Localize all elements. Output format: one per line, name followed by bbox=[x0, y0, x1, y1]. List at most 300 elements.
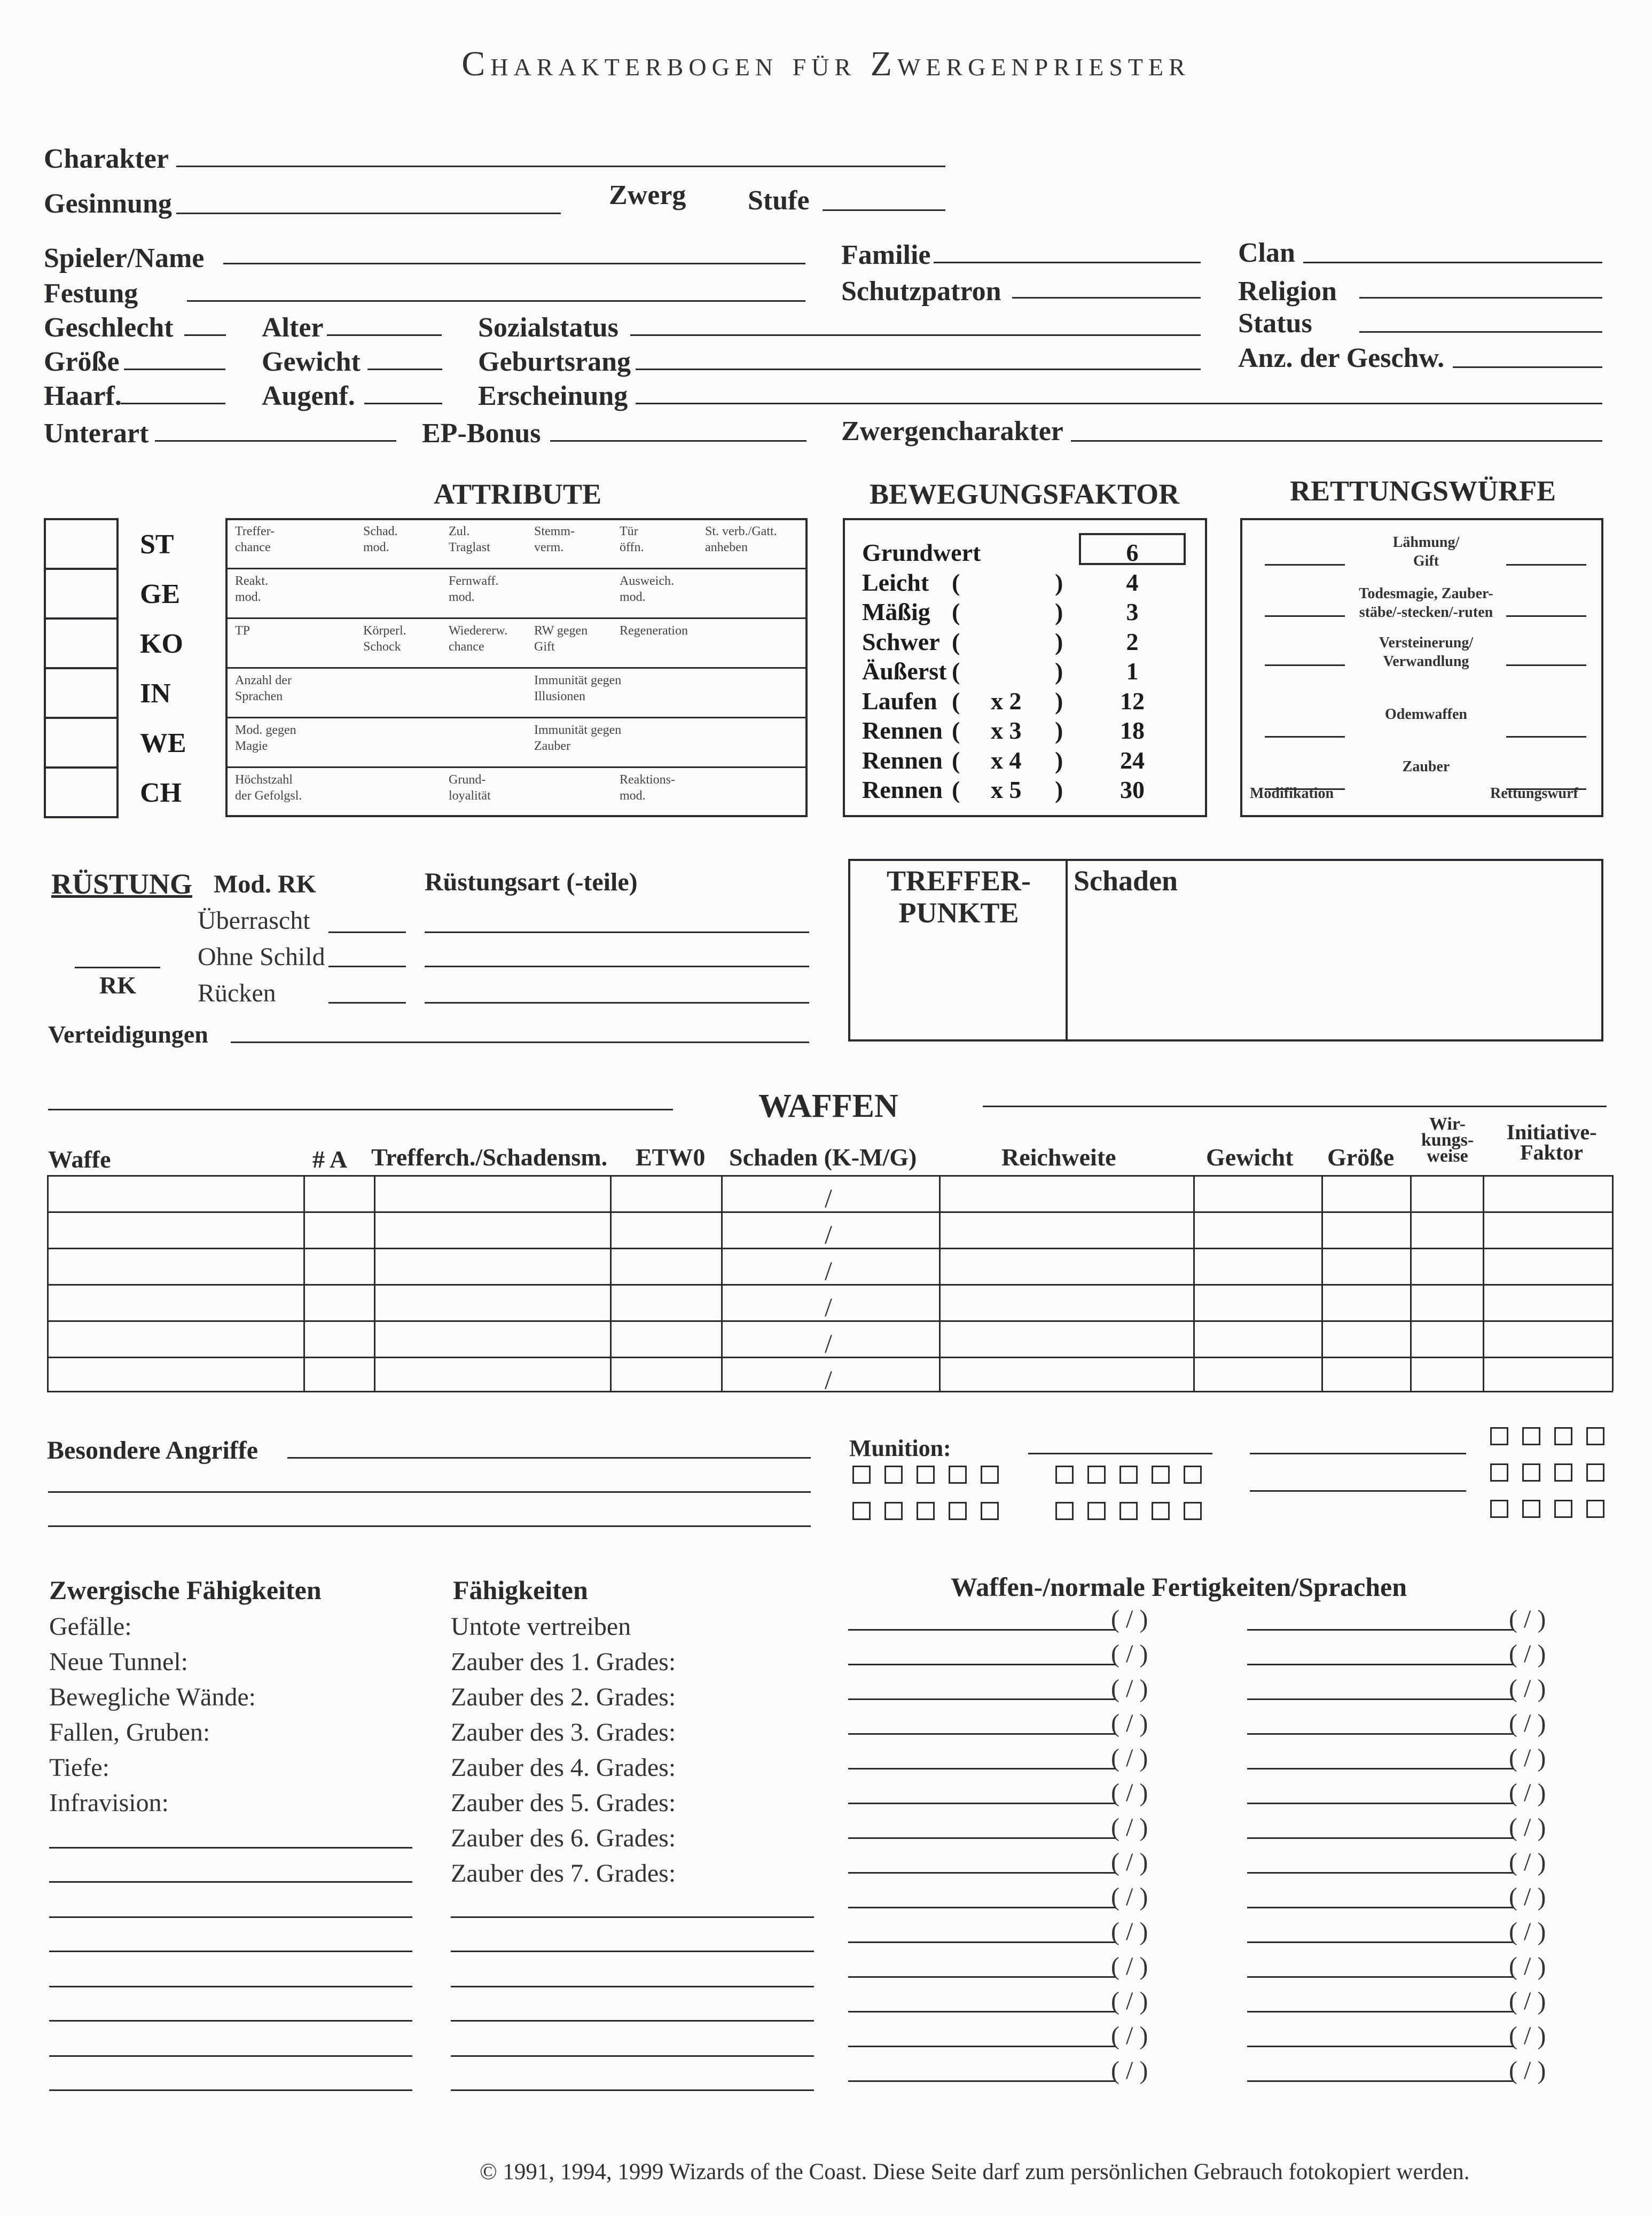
ruecken-label: Rücken bbox=[198, 979, 276, 1007]
zwergisch-item: Gefälle: bbox=[49, 1612, 132, 1641]
ammo-checkbox[interactable] bbox=[1119, 1502, 1138, 1520]
skill-field-left[interactable] bbox=[848, 1941, 1115, 1943]
ammo-checkbox[interactable] bbox=[852, 1466, 871, 1484]
attribute-modifier-cell: Wiedererw. chance bbox=[449, 624, 508, 654]
skill-slot-right: ( / ) bbox=[1509, 1640, 1546, 1668]
ammo-checkbox[interactable] bbox=[1184, 1466, 1202, 1484]
skill-field-left[interactable] bbox=[848, 2080, 1115, 2082]
skill-field-right[interactable] bbox=[1247, 1629, 1514, 1631]
zwergisch-extra-line[interactable] bbox=[49, 1881, 412, 1883]
saving-throw-value-field[interactable] bbox=[1506, 615, 1586, 617]
label-stufe: Stufe bbox=[748, 185, 810, 216]
label-spieler: Spieler/Name bbox=[44, 243, 205, 273]
trefferpunkte-label-2: PUNKTE bbox=[898, 897, 1019, 929]
ammo-checkbox[interactable] bbox=[917, 1502, 935, 1520]
skill-field-left[interactable] bbox=[848, 1803, 1115, 1804]
ruestungsart-label: Rüstungsart (-teile) bbox=[425, 868, 638, 896]
label-festung: Festung bbox=[44, 278, 138, 309]
attribute-modifier-cell: Anzahl der Sprachen bbox=[235, 674, 292, 703]
skill-slot-left: ( / ) bbox=[1111, 1848, 1148, 1876]
ruestungsart-field-1[interactable] bbox=[425, 931, 809, 933]
mod-rk-label: Mod. RK bbox=[214, 870, 316, 898]
col-initiative-2: Faktor bbox=[1520, 1140, 1583, 1164]
skill-slot-left: ( / ) bbox=[1111, 1952, 1148, 1980]
col-waffe: Waffe bbox=[48, 1146, 111, 1173]
label-zwerg: Zwerg bbox=[609, 180, 686, 210]
bewegung-heading: BEWEGUNGSFAKTOR bbox=[870, 478, 1180, 510]
ammo-checkbox[interactable] bbox=[981, 1502, 999, 1520]
skill-field-right[interactable] bbox=[1247, 1698, 1514, 1700]
move-paren-close: ) bbox=[1055, 628, 1063, 655]
waffen-heading: WAFFEN bbox=[758, 1088, 898, 1124]
attribute-modifier-cell: TP bbox=[235, 624, 250, 638]
move-label: Leicht bbox=[862, 568, 929, 596]
field-erscheinung[interactable] bbox=[636, 403, 1602, 404]
zwergisch-extra-line[interactable] bbox=[49, 1986, 412, 1987]
move-paren-open: ( bbox=[952, 746, 960, 774]
ammo-checkbox[interactable] bbox=[1055, 1466, 1074, 1484]
ueberrascht-label: Überrascht bbox=[198, 906, 310, 935]
field-augenfarbe[interactable] bbox=[364, 403, 442, 404]
skill-slot-right: ( / ) bbox=[1509, 1952, 1546, 1980]
attribute-row-divider bbox=[228, 568, 805, 569]
skill-field-right[interactable] bbox=[1247, 1907, 1514, 1908]
field-status[interactable] bbox=[1359, 331, 1602, 333]
skill-field-right[interactable] bbox=[1247, 1941, 1514, 1943]
skill-slot-left: ( / ) bbox=[1111, 1709, 1148, 1737]
skill-slot-left: ( / ) bbox=[1111, 2056, 1148, 2085]
faehigkeit-item: Zauber des 1. Grades: bbox=[451, 1648, 676, 1676]
field-gewicht[interactable] bbox=[367, 369, 442, 370]
col-anzahl-angriffe: # A bbox=[312, 1146, 348, 1173]
field-zwergencharakter[interactable] bbox=[1071, 440, 1602, 442]
ruestung-heading: RÜSTUNG bbox=[51, 868, 193, 900]
skill-slot-left: ( / ) bbox=[1111, 1640, 1148, 1668]
zwergisch-extra-line[interactable] bbox=[49, 1847, 412, 1849]
move-label: Rennen bbox=[862, 776, 943, 803]
ammo-checkbox[interactable] bbox=[1586, 1463, 1604, 1482]
move-value: 12 bbox=[1120, 687, 1145, 715]
skill-field-right[interactable] bbox=[1247, 2011, 1514, 2013]
skill-field-left[interactable] bbox=[848, 1976, 1115, 1978]
stat-score-box-ko[interactable] bbox=[44, 617, 119, 669]
skill-slot-left: ( / ) bbox=[1111, 1883, 1148, 1911]
ruestungsart-field-3[interactable] bbox=[425, 1002, 809, 1004]
faehigkeit-item: Untote vertreiben bbox=[451, 1612, 631, 1641]
stat-score-box-st[interactable] bbox=[44, 518, 119, 570]
ammo-checkbox[interactable] bbox=[884, 1466, 903, 1484]
saving-throw-mod-field[interactable] bbox=[1265, 564, 1345, 566]
skill-slot-right: ( / ) bbox=[1509, 1779, 1546, 1807]
attribute-heading: ATTRIBUTE bbox=[434, 478, 602, 510]
zwergisch-extra-line[interactable] bbox=[49, 2055, 412, 2057]
damage-slash: / bbox=[825, 1183, 832, 1213]
skill-slot-right: ( / ) bbox=[1509, 2056, 1546, 2085]
move-paren-open: ( bbox=[952, 776, 960, 803]
besondere-angriffe-field-2[interactable] bbox=[48, 1491, 811, 1493]
field-ep-bonus[interactable] bbox=[550, 440, 807, 442]
ammo-checkbox[interactable] bbox=[1490, 1500, 1508, 1518]
label-religion: Religion bbox=[1238, 276, 1337, 307]
ammo-checkbox[interactable] bbox=[1087, 1466, 1106, 1484]
move-paren-open: ( bbox=[952, 717, 960, 744]
ammo-checkbox[interactable] bbox=[1087, 1502, 1106, 1520]
skill-slot-right: ( / ) bbox=[1509, 1813, 1546, 1842]
saving-throw-value-field[interactable] bbox=[1506, 736, 1586, 738]
waffen-rule-left bbox=[48, 1109, 673, 1110]
field-sozialstatus[interactable] bbox=[630, 334, 1201, 336]
label-augenfarbe: Augenf. bbox=[262, 381, 355, 411]
field-familie[interactable] bbox=[934, 262, 1201, 263]
move-paren-open: ( bbox=[952, 628, 960, 655]
stat-label-ge: GE bbox=[140, 579, 181, 609]
rettung-modifikation-label: Modifikation bbox=[1250, 785, 1334, 802]
stat-label-ch: CH bbox=[140, 778, 182, 808]
ammo-checkbox[interactable] bbox=[1554, 1427, 1572, 1445]
skill-slot-left: ( / ) bbox=[1111, 1813, 1148, 1842]
zwergisch-item: Fallen, Gruben: bbox=[49, 1718, 210, 1747]
waffen-rule-right bbox=[983, 1106, 1607, 1107]
skill-field-left[interactable] bbox=[848, 1664, 1115, 1665]
field-charakter[interactable] bbox=[176, 166, 945, 167]
move-value: 1 bbox=[1126, 657, 1139, 685]
skill-field-right[interactable] bbox=[1247, 1768, 1514, 1769]
ohne-schild-field[interactable] bbox=[328, 966, 406, 967]
saving-throw-label: Lähmung/ Gift bbox=[1392, 534, 1460, 569]
ammo-checkbox[interactable] bbox=[949, 1466, 967, 1484]
label-groesse: Größe bbox=[44, 347, 120, 377]
faehigkeit-extra-line[interactable] bbox=[451, 2020, 814, 2022]
saving-throw-mod-field[interactable] bbox=[1265, 615, 1345, 617]
col-gewicht: Gewicht bbox=[1206, 1144, 1294, 1171]
damage-slash: / bbox=[825, 1292, 832, 1322]
skill-slot-left: ( / ) bbox=[1111, 1744, 1148, 1772]
besondere-angriffe-label: Besondere Angriffe bbox=[47, 1436, 259, 1465]
saving-throw-value-field[interactable] bbox=[1506, 564, 1586, 566]
label-unterart: Unterart bbox=[44, 418, 149, 449]
attribute-row-divider bbox=[228, 766, 805, 768]
ammo-checkbox[interactable] bbox=[949, 1502, 967, 1520]
ruecken-field[interactable] bbox=[328, 1002, 406, 1004]
skill-field-left[interactable] bbox=[848, 1837, 1115, 1839]
attribute-modifier-cell: Reaktions- mod. bbox=[620, 773, 675, 803]
skill-field-left[interactable] bbox=[848, 2011, 1115, 2013]
label-zwergencharakter: Zwergencharakter bbox=[841, 416, 1063, 447]
field-stufe[interactable] bbox=[823, 209, 945, 211]
skill-field-left[interactable] bbox=[848, 1733, 1115, 1735]
attribute-modifier-cell: Zul. Traglast bbox=[449, 524, 490, 554]
ammo-checkbox[interactable] bbox=[917, 1466, 935, 1484]
attribute-modifier-cell: Immunität gegen Zauber bbox=[534, 723, 622, 753]
damage-slash: / bbox=[825, 1365, 832, 1395]
label-geburtsrang: Geburtsrang bbox=[478, 347, 631, 377]
trefferpunkte-divider bbox=[1066, 859, 1068, 1042]
skill-field-left[interactable] bbox=[848, 1768, 1115, 1769]
field-schutzpatron[interactable] bbox=[1012, 297, 1201, 299]
field-festung[interactable] bbox=[187, 300, 805, 302]
ammo-checkbox[interactable] bbox=[981, 1466, 999, 1484]
zwergisch-extra-line[interactable] bbox=[49, 2020, 412, 2022]
faehigkeit-extra-line[interactable] bbox=[451, 2089, 814, 2091]
besondere-angriffe-field-1[interactable] bbox=[287, 1457, 811, 1459]
attribute-modifier-cell: Schad. mod. bbox=[363, 524, 398, 554]
ammo-checkbox[interactable] bbox=[1522, 1463, 1540, 1482]
rk-label: RK bbox=[99, 972, 136, 999]
attribute-modifier-cell: Immunität gegen Illusionen bbox=[534, 674, 622, 703]
stat-label-st: ST bbox=[140, 529, 174, 560]
label-status: Status bbox=[1238, 308, 1312, 339]
stat-score-box-we[interactable] bbox=[44, 717, 119, 769]
saving-throw-mod-field[interactable] bbox=[1265, 664, 1345, 666]
saving-throw-label: Odemwaffen bbox=[1385, 706, 1467, 723]
move-value: 2 bbox=[1126, 628, 1139, 655]
skill-field-right[interactable] bbox=[1247, 1664, 1514, 1665]
schaden-label: Schaden bbox=[1074, 865, 1178, 897]
weapon-column-line bbox=[1612, 1175, 1614, 1391]
move-paren-close: ) bbox=[1055, 746, 1063, 774]
label-gewicht: Gewicht bbox=[262, 347, 361, 377]
skill-slot-right: ( / ) bbox=[1509, 1848, 1546, 1876]
label-geschlecht: Geschlecht bbox=[44, 312, 174, 343]
faehigkeit-item: Zauber des 4. Grades: bbox=[451, 1753, 676, 1782]
faehigkeiten-heading: Fähigkeiten bbox=[453, 1575, 588, 1605]
col-wirkungsweise-3: weise bbox=[1427, 1146, 1468, 1166]
ruestungsart-field-2[interactable] bbox=[425, 966, 809, 967]
move-label: Schwer bbox=[862, 628, 940, 655]
field-spieler[interactable] bbox=[223, 263, 805, 264]
move-label: Rennen bbox=[862, 746, 943, 774]
stat-label-we: WE bbox=[140, 728, 186, 758]
col-trefferchance: Trefferch./Schadensm. bbox=[371, 1144, 608, 1171]
stat-label-ko: KO bbox=[140, 629, 183, 659]
saving-throw-label: Todesmagie, Zauber- stäbe/-stecken/-ruten bbox=[1359, 585, 1493, 621]
zwergisch-item: Neue Tunnel: bbox=[49, 1648, 189, 1676]
zwergisch-item: Infravision: bbox=[49, 1789, 169, 1817]
attribute-row-divider bbox=[228, 617, 805, 619]
saving-throw-label: Versteinerung/ Verwandlung bbox=[1379, 635, 1474, 670]
skill-field-right[interactable] bbox=[1247, 1976, 1514, 1978]
move-value: 3 bbox=[1126, 598, 1139, 625]
move-label: Mäßig bbox=[862, 598, 930, 625]
saving-throw-mod-field[interactable] bbox=[1265, 736, 1345, 738]
attribute-modifier-cell: RW gegen Gift bbox=[534, 624, 588, 654]
attribute-row-divider bbox=[228, 667, 805, 669]
zwergisch-heading: Zwergische Fähigkeiten bbox=[49, 1575, 322, 1605]
label-gesinnung: Gesinnung bbox=[44, 189, 172, 219]
ueberrascht-field[interactable] bbox=[328, 931, 406, 933]
field-anz-geschw[interactable] bbox=[1453, 366, 1602, 368]
munition-field-3[interactable] bbox=[1250, 1490, 1466, 1492]
field-clan[interactable] bbox=[1303, 262, 1602, 263]
zwergisch-extra-line[interactable] bbox=[49, 1916, 412, 1918]
col-initiative-1: Initiative- bbox=[1506, 1120, 1597, 1144]
skill-field-left[interactable] bbox=[848, 1872, 1115, 1874]
faehigkeit-item: Zauber des 2. Grades: bbox=[451, 1683, 676, 1711]
ammo-checkbox[interactable] bbox=[1554, 1500, 1572, 1518]
attribute-modifier-cell: Regeneration bbox=[620, 624, 688, 638]
field-religion[interactable] bbox=[1359, 297, 1602, 299]
ammo-checkbox[interactable] bbox=[1490, 1427, 1508, 1445]
attribute-modifier-cell: Mod. gegen Magie bbox=[235, 723, 296, 753]
field-unterart[interactable] bbox=[155, 440, 396, 442]
col-schaden: Schaden (K-M/G) bbox=[729, 1144, 917, 1171]
stat-score-box-in[interactable] bbox=[44, 667, 119, 719]
skill-slot-left: ( / ) bbox=[1111, 1779, 1148, 1807]
faehigkeit-item: Zauber des 5. Grades: bbox=[451, 1789, 676, 1817]
ammo-checkbox[interactable] bbox=[1586, 1427, 1604, 1445]
saving-throw-label: Zauber bbox=[1402, 758, 1450, 775]
field-groesse[interactable] bbox=[124, 369, 225, 370]
ammo-checkbox[interactable] bbox=[1490, 1463, 1508, 1482]
skill-slot-right: ( / ) bbox=[1509, 1883, 1546, 1911]
skill-slot-left: ( / ) bbox=[1111, 1987, 1148, 2015]
skill-field-left[interactable] bbox=[848, 2046, 1115, 2047]
attribute-modifier-cell: Körperl. Schock bbox=[363, 624, 406, 654]
move-paren-close: ) bbox=[1055, 776, 1063, 803]
move-multiplier: x 5 bbox=[991, 776, 1022, 803]
label-clan: Clan bbox=[1238, 238, 1295, 268]
skill-slot-left: ( / ) bbox=[1111, 1674, 1148, 1703]
faehigkeit-extra-line[interactable] bbox=[451, 1951, 814, 1952]
skill-field-left[interactable] bbox=[848, 1698, 1115, 1700]
weapon-column-line bbox=[47, 1175, 49, 1391]
damage-slash: / bbox=[825, 1219, 832, 1249]
ammo-checkbox[interactable] bbox=[1522, 1427, 1540, 1445]
label-alter: Alter bbox=[262, 312, 324, 343]
attribute-modifier-cell: Fernwaff. mod. bbox=[449, 574, 499, 604]
skill-field-left[interactable] bbox=[848, 1907, 1115, 1908]
label-anz-geschw: Anz. der Geschw. bbox=[1238, 343, 1445, 373]
move-paren-open: ( bbox=[952, 657, 960, 685]
col-wirkungsweise-1: Wir- bbox=[1429, 1114, 1466, 1134]
faehigkeit-extra-line[interactable] bbox=[451, 1986, 814, 1987]
attribute-modifier-cell: Höchstzahl der Gefolgsl. bbox=[235, 773, 302, 803]
skill-field-right[interactable] bbox=[1247, 2080, 1514, 2082]
skill-slot-left: ( / ) bbox=[1111, 2022, 1148, 2050]
ammo-checkbox[interactable] bbox=[1152, 1502, 1170, 1520]
faehigkeit-extra-line[interactable] bbox=[451, 2055, 814, 2057]
skill-slot-left: ( / ) bbox=[1111, 1605, 1148, 1633]
skill-field-right[interactable] bbox=[1247, 1733, 1514, 1735]
attribute-modifier-cell: Grund- loyalität bbox=[449, 773, 491, 803]
col-wirkungsweise-2: kungs- bbox=[1421, 1130, 1474, 1150]
move-paren-close: ) bbox=[1055, 598, 1063, 625]
move-paren-close: ) bbox=[1055, 657, 1063, 685]
stat-score-box-ch[interactable] bbox=[44, 766, 119, 818]
rettung-heading: RETTUNGSWÜRFE bbox=[1290, 475, 1556, 507]
verteidigungen-field[interactable] bbox=[231, 1042, 809, 1043]
move-value: 6 bbox=[1126, 539, 1139, 566]
ammo-checkbox[interactable] bbox=[1586, 1500, 1604, 1518]
ammo-checkbox[interactable] bbox=[1184, 1502, 1202, 1520]
skill-field-right[interactable] bbox=[1247, 1872, 1514, 1874]
label-ep-bonus: EP-Bonus bbox=[422, 418, 541, 449]
move-paren-open: ( bbox=[952, 568, 960, 596]
stat-score-box-ge[interactable] bbox=[44, 568, 119, 620]
damage-slash: / bbox=[825, 1328, 832, 1358]
attribute-modifier-cell: Ausweich. mod. bbox=[620, 574, 674, 604]
field-haarfarbe[interactable] bbox=[121, 403, 225, 404]
label-charakter: Charakter bbox=[44, 144, 169, 174]
ammo-checkbox[interactable] bbox=[1554, 1463, 1572, 1482]
skill-field-right[interactable] bbox=[1247, 2046, 1514, 2047]
col-reichweite: Reichweite bbox=[1001, 1144, 1116, 1171]
skill-field-right[interactable] bbox=[1247, 1803, 1514, 1804]
saving-throw-value-field[interactable] bbox=[1506, 664, 1586, 666]
attribute-modifier-cell: St. verb./Gatt. anheben bbox=[705, 524, 777, 554]
move-value: 4 bbox=[1126, 568, 1139, 596]
verteidigungen-label: Verteidigungen bbox=[48, 1021, 208, 1048]
skill-slot-right: ( / ) bbox=[1509, 1709, 1546, 1737]
field-geburtsrang[interactable] bbox=[636, 369, 1201, 370]
damage-slash: / bbox=[825, 1256, 832, 1286]
field-geschlecht[interactable] bbox=[184, 334, 226, 336]
field-gesinnung[interactable] bbox=[176, 213, 561, 214]
besondere-angriffe-field-3[interactable] bbox=[48, 1525, 811, 1527]
skill-field-right[interactable] bbox=[1247, 1837, 1514, 1839]
move-multiplier: x 4 bbox=[991, 746, 1022, 774]
weapon-row-line bbox=[47, 1175, 1613, 1177]
field-alter[interactable] bbox=[327, 334, 442, 336]
move-multiplier: x 3 bbox=[991, 717, 1022, 744]
ammo-checkbox[interactable] bbox=[884, 1502, 903, 1520]
attribute-row-divider bbox=[228, 717, 805, 718]
skill-slot-right: ( / ) bbox=[1509, 1917, 1546, 1946]
move-paren-open: ( bbox=[952, 687, 960, 715]
faehigkeit-extra-line[interactable] bbox=[451, 1916, 814, 1918]
zwergisch-extra-line[interactable] bbox=[49, 1951, 412, 1952]
move-paren-open: ( bbox=[952, 598, 960, 625]
trefferpunkte-label-1: TREFFER- bbox=[887, 865, 1031, 897]
ammo-checkbox[interactable] bbox=[1522, 1500, 1540, 1518]
skill-slot-right: ( / ) bbox=[1509, 1987, 1546, 2015]
munition-field-1[interactable] bbox=[1028, 1453, 1212, 1454]
label-erscheinung: Erscheinung bbox=[478, 381, 628, 411]
munition-field-2[interactable] bbox=[1250, 1453, 1466, 1454]
zwergisch-item: Tiefe: bbox=[49, 1753, 109, 1782]
move-multiplier: x 2 bbox=[991, 687, 1022, 715]
ammo-checkbox[interactable] bbox=[1152, 1466, 1170, 1484]
rettung-rettungswurf-label: Rettungswurf bbox=[1490, 785, 1578, 802]
move-label: Rennen bbox=[862, 717, 943, 744]
ammo-checkbox[interactable] bbox=[1055, 1502, 1074, 1520]
faehigkeit-item: Zauber des 3. Grades: bbox=[451, 1718, 676, 1747]
attribute-modifier-cell: Tür öffn. bbox=[620, 524, 644, 554]
sheet-title: Charakterbogen für Zwergenpriester bbox=[461, 44, 1191, 83]
ohne-schild-label: Ohne Schild bbox=[198, 943, 325, 971]
schaden-field[interactable] bbox=[1074, 903, 1597, 1036]
ammo-checkbox[interactable] bbox=[852, 1502, 871, 1520]
ammo-checkbox[interactable] bbox=[1119, 1466, 1138, 1484]
skill-slot-right: ( / ) bbox=[1509, 1605, 1546, 1633]
stat-label-in: IN bbox=[140, 678, 171, 709]
copyright-notice: © 1991, 1994, 1999 Wizards of the Coast. Diese Seite darf zum persönlichen Gebrauch fotokopiert werden. bbox=[480, 2159, 1470, 2184]
label-sozialstatus: Sozialstatus bbox=[478, 312, 618, 343]
rk-field[interactable] bbox=[75, 967, 160, 968]
skill-slot-left: ( / ) bbox=[1111, 1917, 1148, 1946]
move-label: Laufen bbox=[862, 687, 937, 715]
faehigkeit-item: Zauber des 7. Grades: bbox=[451, 1859, 676, 1888]
move-paren-close: ) bbox=[1055, 717, 1063, 744]
skill-field-left[interactable] bbox=[848, 1629, 1115, 1631]
move-label: Grundwert bbox=[862, 539, 981, 566]
move-label: Äußerst bbox=[862, 657, 947, 685]
zwergisch-extra-line[interactable] bbox=[49, 2089, 412, 2091]
move-value: 30 bbox=[1120, 776, 1145, 803]
move-paren-close: ) bbox=[1055, 568, 1063, 596]
attribute-modifier-cell: Stemm- verm. bbox=[534, 524, 575, 554]
munition-label: Munition: bbox=[849, 1435, 951, 1461]
